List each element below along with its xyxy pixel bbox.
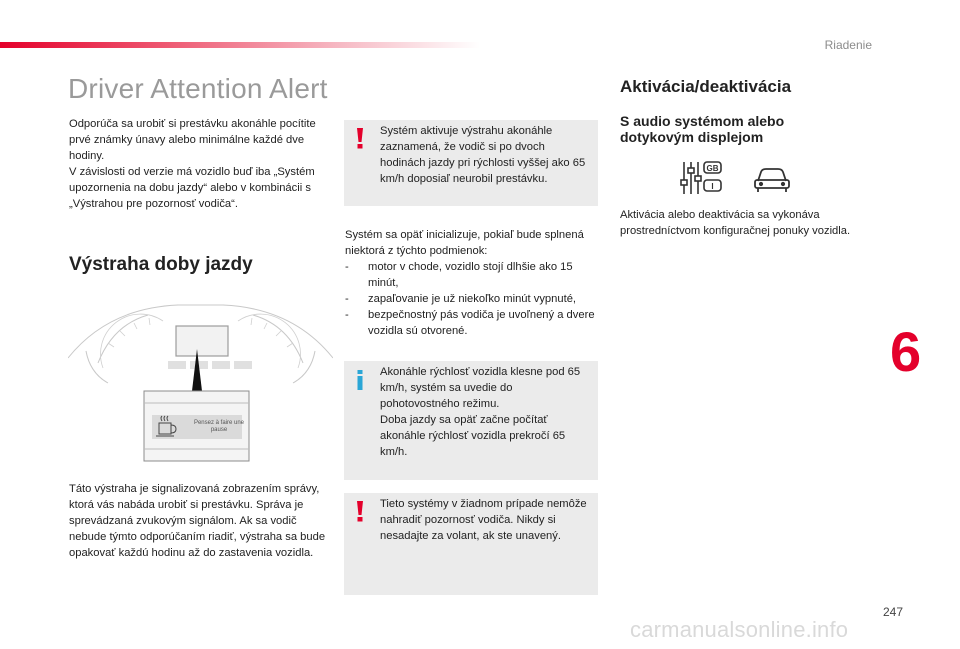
activation-title: Aktivácia/deaktivácia (620, 77, 792, 96)
warning-paragraph-activation: Systém aktivuje výstrahu akonáhle zaznamená, že vodič si po dvoch hodinách jazdy pri rýchlosti vyššej ako 65 km/h doposiaľ neurobil prestávku. (380, 125, 586, 185)
reinitialization-text (345, 227, 601, 339)
intro-text (69, 116, 329, 212)
activation-icons (680, 160, 790, 196)
intro-paragraph-1: Odporúča sa urobiť si prestávku akonáhle pocítite prvé známky únavy alebo minimálne každé dve hodiny. (69, 118, 316, 162)
list-item: - motor v chode, vozidlo stojí dlhšie ako 15 minút, (345, 261, 573, 289)
language-gb-label: GB (706, 164, 719, 173)
page-number: 247 (883, 605, 904, 619)
activation-subtitle: S audio systémom alebo dotykovým displejom (620, 113, 785, 145)
info-icon (354, 369, 366, 391)
warning-text-activation (380, 123, 592, 187)
list-item: - zapaľovanie je už niekoľko minút vypnuté, (345, 293, 577, 305)
info-text-standby (380, 364, 592, 460)
activation-paragraph: Aktivácia alebo deaktivácia sa vykonáva prostredníctvom konfiguračnej ponuky vozidla. (620, 209, 851, 237)
activation-description (620, 207, 890, 239)
header-accent-bar (0, 42, 480, 48)
chapter-number: 6 (890, 320, 922, 383)
warning-paragraph-attention: Tieto systémy v žiadnom prípade nemôže nahradiť pozornosť vodiča. Nikdy si nesadajte za volant, ak ste unavený. (380, 498, 587, 542)
info-box-standby (344, 361, 598, 480)
section-title-driving-time: Výstraha doby jazdy (69, 254, 253, 275)
vehicle-icon (755, 169, 789, 192)
driving-time-description (69, 481, 331, 561)
reinit-conditions-list (345, 259, 601, 339)
reinit-intro: Systém sa opäť inicializuje, pokiaľ bude splnená niektorá z týchto podmienok: (345, 229, 584, 257)
language-i-label: I (711, 182, 714, 191)
warning-exclamation-icon (354, 127, 366, 149)
intro-paragraph-2: V závislosti od verzie má vozidlo buď iba „Systém upozornenia na dobu jazdy“ alebo v kombinácii s „Výstrahou pre pozornosť vodiča“. (69, 166, 315, 210)
icons-svg (680, 160, 790, 196)
info-paragraph-2: Doba jazdy sa opäť začne počítať akonáhle rýchlosť vozidla prekročí 65 km/h. (380, 414, 566, 458)
instrument-cluster-illustration (68, 303, 333, 465)
cluster-screen-message: Pensez à faire une pause (193, 420, 245, 433)
warning-box-attention (344, 493, 598, 595)
info-paragraph-1: Akonáhle rýchlosť vozidla klesne pod 65 km/h, systém sa uvedie do pohotovostného režimu. (380, 366, 581, 410)
section-name: Riadenie (824, 38, 872, 52)
warning-text-attention (380, 496, 592, 544)
watermark: carmanualsonline.info (630, 617, 849, 642)
driving-time-paragraph: Táto výstraha je signalizovaná zobrazením správy, ktorá vás nabáda urobiť si prestávku. Správa je sprevádzaná zvukovým signálom. Ak sa vodič nebude týmto odporúčaním riadiť, výstraha sa bude opakovať každú hodinu až do zastavenia vozidla. (69, 483, 326, 559)
page-title: Driver Attention Alert (68, 73, 328, 104)
cluster-drawing (68, 303, 333, 465)
warning-exclamation-icon (354, 500, 366, 522)
warning-box-activation (344, 120, 598, 206)
list-item: - bezpečnostný pás vodiča je uvoľnený a dvere vozidla sú otvorené. (345, 309, 595, 337)
